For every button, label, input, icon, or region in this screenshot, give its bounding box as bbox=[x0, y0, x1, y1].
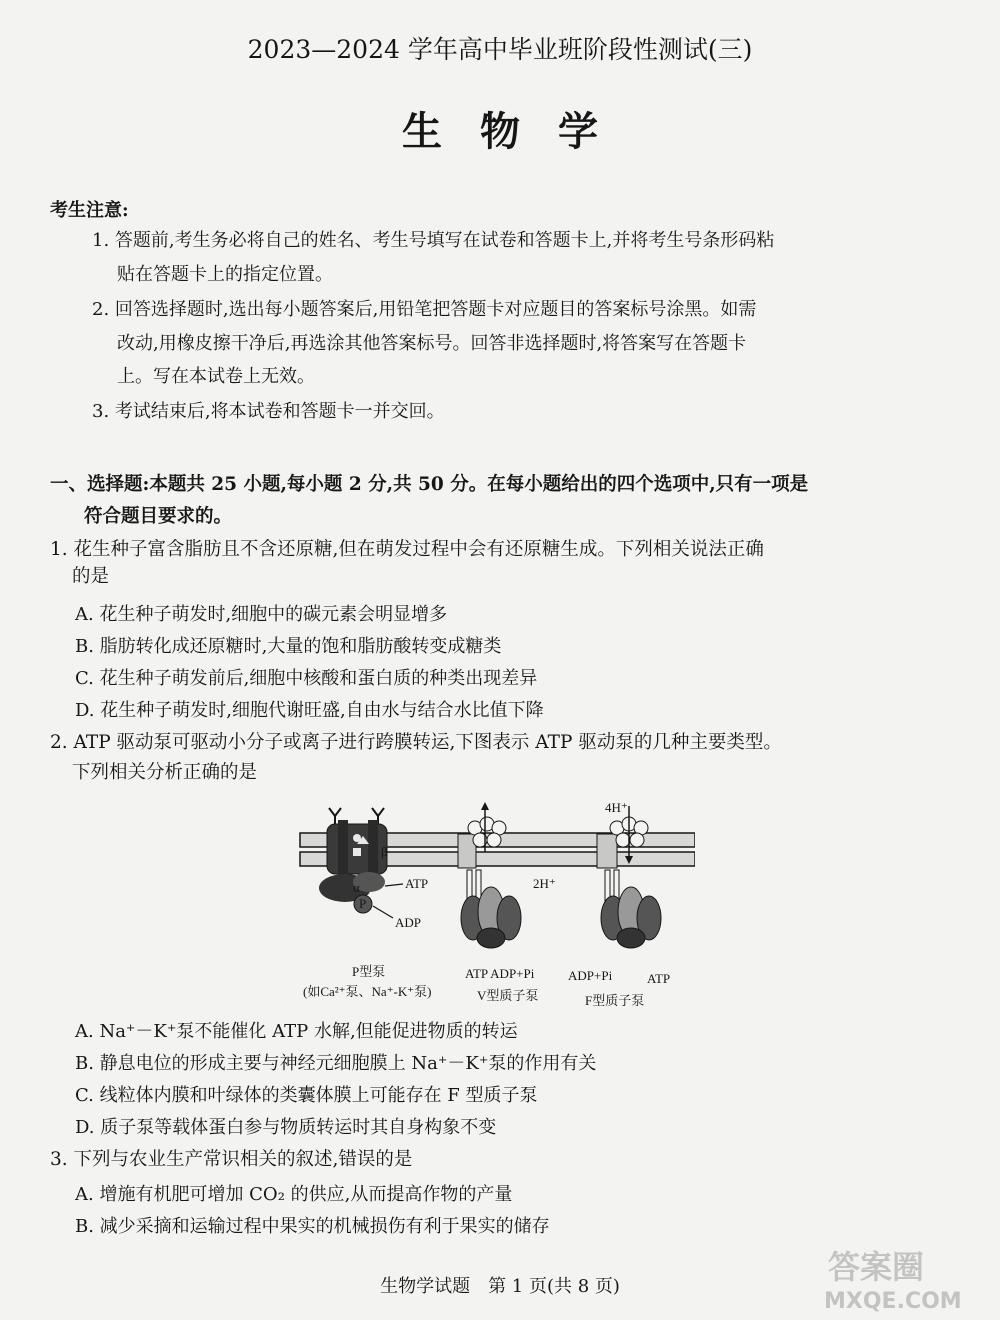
question-3-stem: 3. 下列与农业生产常识相关的叙述,错误的是 bbox=[50, 1149, 413, 1170]
p-adp-label: ADP bbox=[395, 915, 422, 930]
v-type-pump bbox=[458, 802, 521, 948]
question-1-stem: 1. 花生种子富含脂肪且不含还原糖,但在萌发过程中会有还原糖生成。下列相关说法正确 bbox=[50, 539, 764, 560]
f-bottom-right-label: ATP bbox=[647, 971, 671, 986]
question-2-stem: 2. ATP 驱动泵可驱动小分子或离子进行跨膜转运,下图表示 ATP 驱动泵的几种主要类型。 bbox=[50, 732, 782, 753]
page-footer: 生物学试题 第 1 页(共 8 页) bbox=[380, 1276, 620, 1297]
question-1-stem-cont: 的是 bbox=[72, 566, 110, 587]
p-type-pump bbox=[319, 808, 387, 913]
four-h-label: 4H⁺ bbox=[605, 800, 628, 815]
question-1-option-b: B. 脂肪转化成还原糖时,大量的饱和脂肪酸转变成糖类 bbox=[75, 636, 502, 657]
notice-item-2-cont: 改动,用橡皮擦干净后,再选涂其他答案标号。回答非选择题时,将答案写在答题卡 bbox=[117, 333, 747, 354]
watermark-text-cn: 答案圈 bbox=[828, 1248, 925, 1286]
f-bottom-left-label: ADP+Pi bbox=[568, 968, 613, 983]
question-1-option-c: C. 花生种子萌发前后,细胞中核酸和蛋白质的种类出现差异 bbox=[75, 668, 538, 689]
question-2-stem-cont: 下列相关分析正确的是 bbox=[72, 762, 258, 783]
f-pump-name: F型质子泵 bbox=[585, 993, 645, 1008]
watermark-text-url: MXQE.COM bbox=[824, 1289, 962, 1314]
p-site-label: P bbox=[359, 896, 367, 911]
notice-item-1-cont: 贴在答题卡上的指定位置。 bbox=[117, 264, 333, 285]
v-bottom-label: ATP ADP+Pi bbox=[465, 966, 535, 981]
section-heading-cont: 符合题目要求的。 bbox=[84, 506, 233, 527]
v-pump-name: V型质子泵 bbox=[477, 988, 539, 1003]
p-atp-label: ATP bbox=[405, 876, 429, 891]
notice-heading: 考生注意: bbox=[50, 200, 129, 221]
notice-item-3: 3. 考试结束后,将本试卷和答题卡一并交回。 bbox=[92, 401, 445, 422]
question-3-option-b: B. 减少采摘和运输过程中果实的机械损伤有利于果实的储存 bbox=[75, 1216, 550, 1237]
alpha-label: α bbox=[353, 880, 360, 895]
atp-pump-diagram bbox=[295, 800, 695, 1015]
question-3-option-a: A. 增施有机肥可增加 CO₂ 的供应,从而提高作物的产量 bbox=[75, 1184, 513, 1205]
section-heading: 一、选择题:本题共 25 小题,每小题 2 分,共 50 分。在每小题给出的四个选项中,只有一项是 bbox=[50, 474, 809, 495]
beta-label: β bbox=[381, 844, 388, 859]
watermark-logo bbox=[820, 1240, 990, 1315]
p-pump-name: P型泵 bbox=[352, 964, 386, 979]
question-1-option-d: D. 花生种子萌发时,细胞代谢旺盛,自由水与结合水比值下降 bbox=[75, 700, 544, 721]
exam-title: 2023—2024 学年高中毕业班阶段性测试(三) bbox=[247, 35, 753, 64]
notice-item-2: 2. 回答选择题时,选出每小题答案后,用铅笔把答题卡对应题目的答案标号涂黑。如需 bbox=[92, 299, 757, 320]
subject-title: 生物学 bbox=[402, 108, 636, 155]
two-h-label: 2H⁺ bbox=[533, 876, 556, 891]
question-2-option-d: D. 质子泵等载体蛋白参与物质转运时其自身构象不变 bbox=[75, 1117, 497, 1138]
question-2-option-b: B. 静息电位的形成主要与神经元细胞膜上 Na⁺－K⁺泵的作用有关 bbox=[75, 1053, 597, 1074]
notice-item-1: 1. 答题前,考生务必将自己的姓名、考生号填写在试卷和答题卡上,并将考生号条形码粘 bbox=[92, 230, 775, 251]
p-pump-examples: (如Ca²⁺泵、Na⁺-K⁺泵) bbox=[303, 984, 432, 999]
question-2-option-c: C. 线粒体内膜和叶绿体的类囊体膜上可能存在 F 型质子泵 bbox=[75, 1085, 538, 1106]
question-1-option-a: A. 花生种子萌发时,细胞中的碳元素会明显增多 bbox=[75, 604, 448, 625]
question-2-option-a: A. Na⁺－K⁺泵不能催化 ATP 水解,但能促进物质的转运 bbox=[75, 1021, 518, 1042]
notice-item-2-cont2: 上。写在本试卷上无效。 bbox=[117, 366, 315, 387]
f-type-pump bbox=[597, 806, 661, 948]
